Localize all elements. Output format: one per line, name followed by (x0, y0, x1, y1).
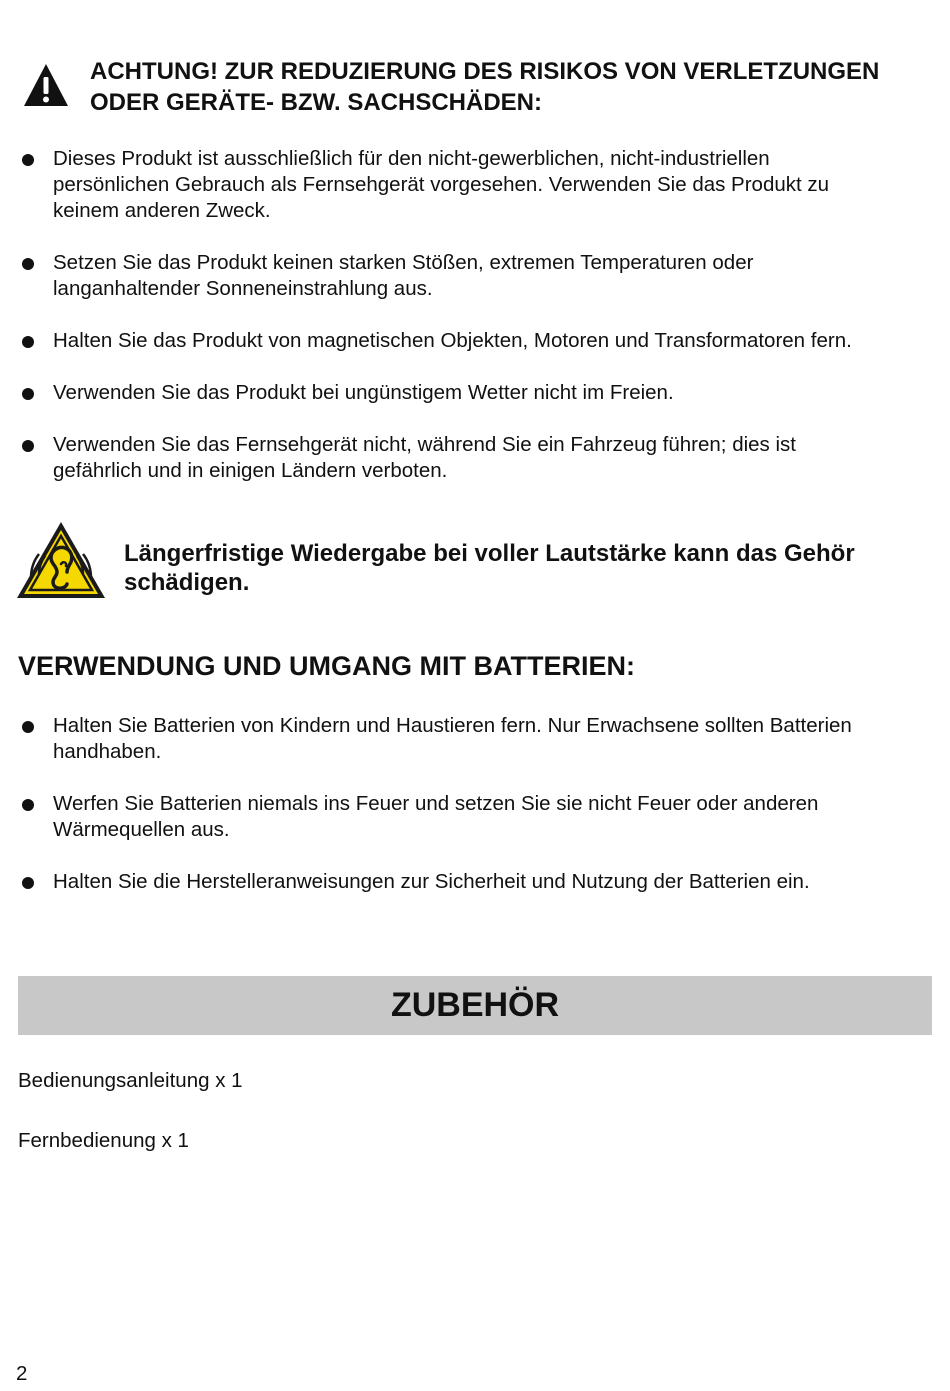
warning-title-line: ACHTUNG! ZUR REDUZIERUNG DES RISIKOS VON VERLETZUNGEN (90, 58, 880, 85)
bullet-icon (22, 877, 34, 889)
accessory-item: Bedienungsanleitung x 1 (18, 1069, 243, 1092)
warning-list (0, 146, 950, 484)
accessory-item: Fernbedienung x 1 (18, 1129, 189, 1152)
bullet-icon (22, 440, 34, 452)
hearing-warning-text: Längerfristige Wiedergabe bei voller Lautstärke kann das Gehör schädigen. (124, 540, 855, 596)
list-item: Halten Sie das Produkt von magnetischen Objekten, Motoren und Transformatoren fern. (0, 328, 950, 354)
list-item: Verwenden Sie das Fernsehgerät nicht, während Sie ein Fahrzeug führen; dies ist gefährlich und in einigen Ländern verboten. (0, 432, 950, 484)
page-number: 2 (16, 1362, 28, 1385)
warning-triangle-icon (22, 62, 70, 108)
list-item: Verwenden Sie das Produkt bei ungünstigem Wetter nicht im Freien. (0, 380, 950, 406)
warning-title-line: ODER GERÄTE- BZW. SACHSCHÄDEN: (90, 89, 543, 116)
hearing-damage-icon (15, 520, 107, 600)
bullet-icon (22, 336, 34, 348)
accessories-header-bar (18, 976, 932, 1035)
list-item: Dieses Produkt ist ausschließlich für den nicht-gewerblichen, nicht-industriellen persönlichen Gebrauch als Fernsehgerät vorgesehen. Verwenden Sie das Produkt zu keinem anderen Zweck. (0, 146, 950, 224)
list-item: Halten Sie Batterien von Kindern und Haustieren fern. Nur Erwachsene sollten Batterien handhaben. (0, 713, 950, 765)
bullet-icon (22, 799, 34, 811)
bullet-icon (22, 388, 34, 400)
bullet-icon (22, 154, 34, 166)
list-item: Werfen Sie Batterien niemals ins Feuer und setzen Sie sie nicht Feuer oder anderen Wärmequellen aus. (0, 791, 950, 843)
battery-list (0, 713, 950, 895)
bullet-icon (22, 258, 34, 270)
list-item: Setzen Sie das Produkt keinen starken Stößen, extremen Temperaturen oder langanhaltender Sonneneinstrahlung aus. (0, 250, 950, 302)
bullet-icon (22, 721, 34, 733)
accessories-title: ZUBEHÖR (390, 986, 560, 1024)
list-item: Halten Sie die Herstelleranweisungen zur Sicherheit und Nutzung der Batterien ein. (0, 869, 950, 895)
battery-section-heading: VERWENDUNG UND UMGANG MIT BATTERIEN: (18, 651, 635, 681)
warning-title (90, 56, 940, 118)
